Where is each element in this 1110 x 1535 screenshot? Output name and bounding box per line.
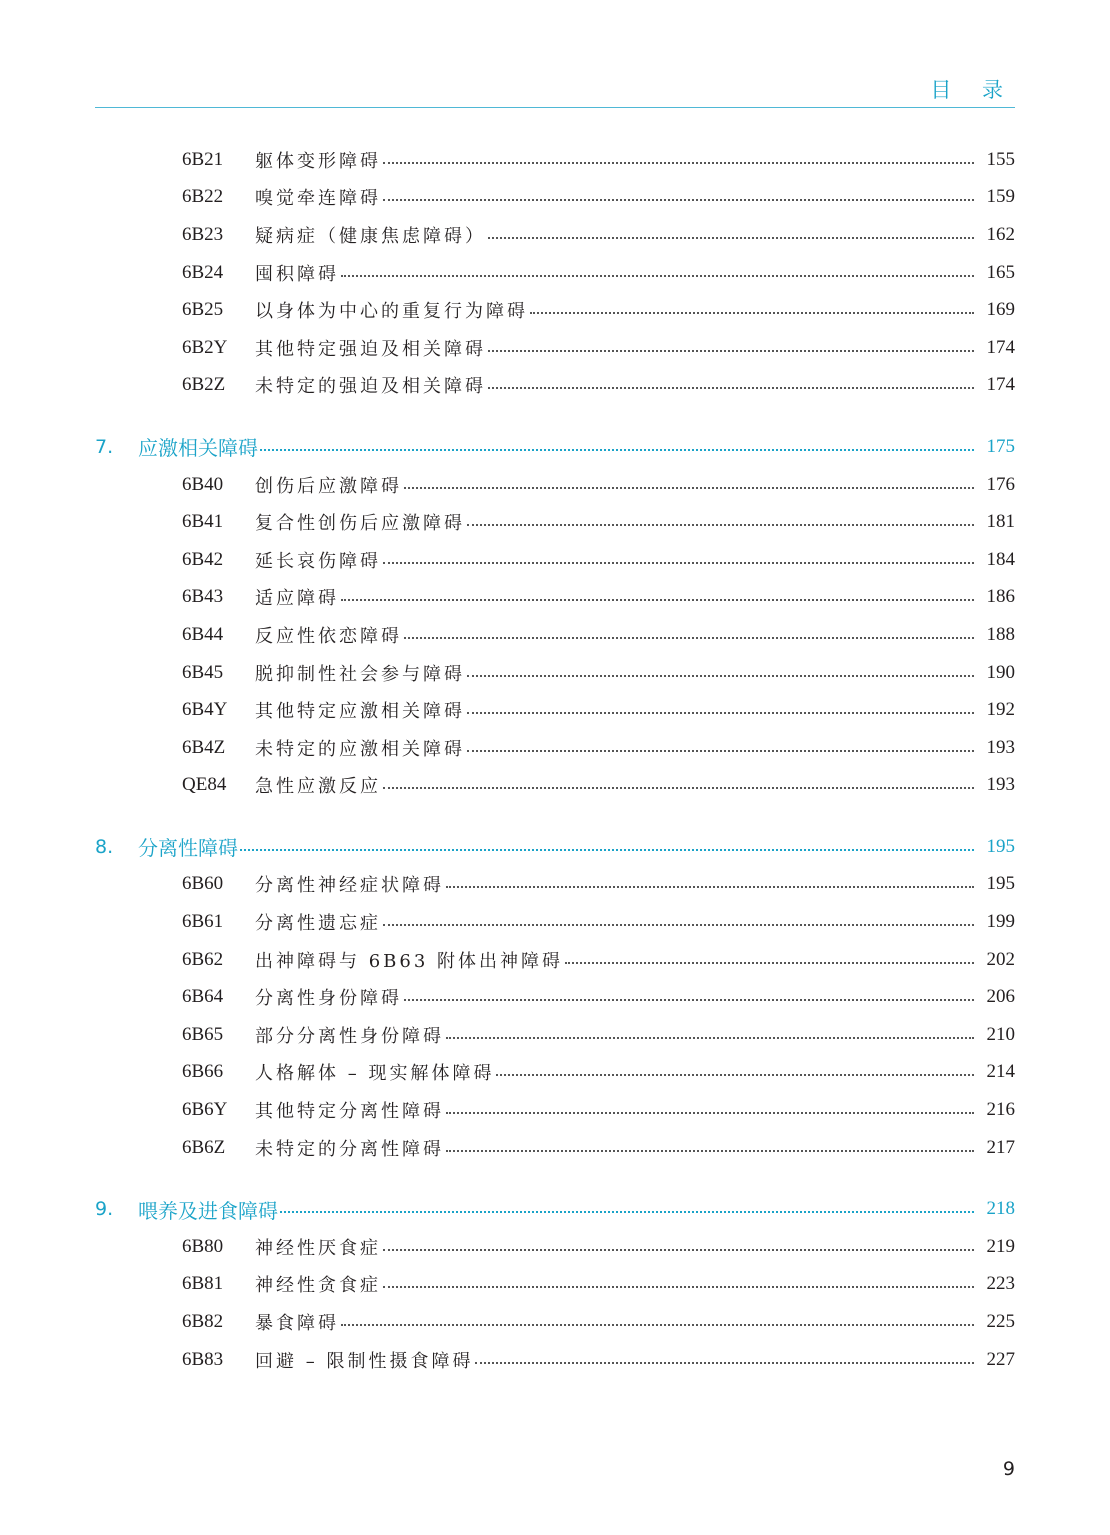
entry-code: 6B6Z — [182, 1136, 226, 1158]
entry-code: 6B40 — [182, 473, 224, 495]
entry-code: 6B80 — [182, 1235, 224, 1257]
entry-page: 202 — [986, 948, 1015, 970]
leader-dots — [404, 637, 974, 639]
header-divider — [95, 107, 1015, 108]
toc-entry[interactable] — [95, 1341, 1015, 1379]
toc-entry[interactable] — [95, 216, 1015, 254]
entry-page: 219 — [986, 1235, 1015, 1257]
entry-page: 165 — [986, 261, 1015, 283]
entry-title: 分离性神经症状障碍 — [255, 875, 444, 897]
entry-page: 176 — [986, 473, 1015, 495]
page-number: 9 — [1002, 1458, 1015, 1480]
entry-code: 6B60 — [182, 873, 224, 895]
entry-title: 其他特定强迫及相关障碍 — [255, 338, 486, 360]
entry-code: 6B2Y — [182, 336, 228, 358]
entry-code: 6B82 — [182, 1311, 224, 1333]
table-of-contents — [95, 141, 1015, 1402]
leader-dots — [446, 1150, 974, 1152]
header-title: 目 录 — [930, 78, 1015, 102]
entry-title: 躯体变形障碍 — [255, 150, 381, 172]
entry-title: 其他特定应激相关障碍 — [255, 701, 465, 723]
toc-entry[interactable] — [95, 1228, 1015, 1266]
entry-title: 分离性遗忘症 — [255, 913, 381, 935]
leader-dots — [383, 162, 974, 164]
entry-title: 以身体为中心的重复行为障碍 — [255, 301, 528, 323]
toc-entry[interactable] — [95, 1266, 1015, 1304]
toc-entry[interactable] — [95, 466, 1015, 504]
leader-dots — [383, 199, 974, 201]
entry-page: 159 — [986, 186, 1015, 208]
entry-page: 192 — [986, 699, 1015, 721]
entry-code: 6B62 — [182, 948, 224, 970]
toc-section — [95, 1190, 1015, 1378]
entry-code: 6B43 — [182, 586, 224, 608]
entry-title: 囤积障碍 — [255, 263, 339, 285]
toc-entry[interactable] — [95, 141, 1015, 179]
entry-code: 6B24 — [182, 261, 224, 283]
toc-entry[interactable] — [95, 1091, 1015, 1129]
leader-dots — [488, 237, 974, 239]
entry-code: 6B23 — [182, 223, 224, 245]
entry-title: 疑病症（健康焦虑障碍） — [255, 225, 486, 247]
entry-code: 6B2Z — [182, 374, 226, 396]
leader-dots — [488, 387, 974, 389]
leader-dots — [404, 999, 974, 1001]
toc-entry[interactable] — [95, 503, 1015, 541]
chapter-heading[interactable] — [95, 428, 1015, 466]
entry-title: 分离性身份障碍 — [255, 988, 402, 1010]
chapter-page: 175 — [986, 435, 1015, 457]
entry-title: 适应障碍 — [255, 588, 339, 610]
entry-title: 神经性贪食症 — [255, 1275, 381, 1297]
entry-page: 206 — [986, 986, 1015, 1008]
toc-section — [95, 428, 1015, 804]
toc-entry[interactable] — [95, 654, 1015, 692]
leader-dots — [467, 524, 974, 526]
entry-code: 6B45 — [182, 661, 224, 683]
toc-entry[interactable] — [95, 541, 1015, 579]
chapter-title: 应激相关障碍 — [138, 436, 258, 461]
toc-entry[interactable] — [95, 1054, 1015, 1092]
chapter-heading[interactable] — [95, 1190, 1015, 1228]
entry-page: 174 — [986, 336, 1015, 358]
entry-page: 184 — [986, 548, 1015, 570]
leader-dots — [565, 962, 974, 964]
entry-page: 193 — [986, 736, 1015, 758]
entry-page: 155 — [986, 148, 1015, 170]
entry-code: 6B41 — [182, 511, 224, 533]
leader-dots — [240, 849, 974, 851]
leader-dots — [475, 1362, 974, 1364]
leader-dots — [383, 924, 974, 926]
toc-section — [95, 141, 1015, 404]
entry-code: 6B4Z — [182, 736, 226, 758]
entry-code: 6B44 — [182, 623, 224, 645]
entry-title: 复合性创伤后应激障碍 — [255, 513, 465, 535]
leader-dots — [530, 312, 974, 314]
entry-title: 嗅觉牵连障碍 — [255, 188, 381, 210]
entry-title: 神经性厌食症 — [255, 1237, 381, 1259]
toc-entry[interactable] — [95, 1129, 1015, 1167]
toc-entry[interactable] — [95, 691, 1015, 729]
entry-page: 188 — [986, 623, 1015, 645]
chapter-number: 7. — [95, 435, 114, 458]
toc-section — [95, 828, 1015, 1166]
entry-title: 其他特定分离性障碍 — [255, 1101, 444, 1123]
entry-title: 部分分离性身份障碍 — [255, 1025, 444, 1047]
entry-title: 回避 – 限制性摄食障碍 — [255, 1350, 474, 1372]
entry-code: 6B4Y — [182, 699, 228, 721]
chapter-page: 195 — [986, 835, 1015, 857]
entry-code: 6B42 — [182, 548, 224, 570]
entry-title: 脱抑制性社会参与障碍 — [255, 663, 465, 685]
leader-dots — [383, 562, 974, 564]
entry-page: 199 — [986, 911, 1015, 933]
entry-page: 216 — [986, 1099, 1015, 1121]
leader-dots — [341, 1324, 974, 1326]
entry-code: 6B6Y — [182, 1099, 228, 1121]
chapter-heading[interactable] — [95, 828, 1015, 866]
entry-page: 225 — [986, 1311, 1015, 1333]
entry-code: 6B83 — [182, 1348, 224, 1370]
leader-dots — [496, 1074, 974, 1076]
toc-entry[interactable] — [95, 329, 1015, 367]
toc-entry[interactable] — [95, 291, 1015, 329]
toc-entry[interactable] — [95, 179, 1015, 217]
entry-code: 6B22 — [182, 186, 224, 208]
toc-entry[interactable] — [95, 1016, 1015, 1054]
entry-code: 6B66 — [182, 1061, 224, 1083]
entry-title: 未特定的分离性障碍 — [255, 1138, 444, 1160]
entry-code: 6B25 — [182, 299, 224, 321]
entry-page: 217 — [986, 1136, 1015, 1158]
entry-title: 未特定的应激相关障碍 — [255, 738, 465, 760]
entry-page: 195 — [986, 873, 1015, 895]
leader-dots — [467, 675, 974, 677]
leader-dots — [446, 886, 974, 888]
toc-entry[interactable] — [95, 767, 1015, 805]
leader-dots — [446, 1037, 974, 1039]
entry-title: 延长哀伤障碍 — [255, 550, 381, 572]
toc-entry[interactable] — [95, 367, 1015, 405]
leader-dots — [467, 712, 974, 714]
entry-page: 162 — [986, 223, 1015, 245]
toc-entry[interactable] — [95, 254, 1015, 292]
chapter-page: 218 — [986, 1198, 1015, 1220]
entry-title: 反应性依恋障碍 — [255, 625, 402, 647]
entry-page: 193 — [986, 774, 1015, 796]
toc-entry[interactable] — [95, 903, 1015, 941]
toc-entry[interactable] — [95, 729, 1015, 767]
leader-dots — [404, 487, 974, 489]
entry-page: 169 — [986, 299, 1015, 321]
entry-title: 出神障碍与 6B63 附体出神障碍 — [255, 950, 564, 972]
entry-page: 190 — [986, 661, 1015, 683]
entry-code: 6B65 — [182, 1023, 224, 1045]
entry-page: 227 — [986, 1348, 1015, 1370]
entry-page: 174 — [986, 374, 1015, 396]
leader-dots — [488, 350, 974, 352]
leader-dots — [383, 787, 974, 789]
leader-dots — [383, 1286, 974, 1288]
entry-code: 6B21 — [182, 148, 224, 170]
chapter-title: 分离性障碍 — [138, 836, 238, 861]
entry-title: 急性应激反应 — [255, 776, 381, 798]
entry-page: 181 — [986, 511, 1015, 533]
leader-dots — [341, 275, 974, 277]
toc-entry[interactable] — [95, 866, 1015, 904]
toc-entry[interactable] — [95, 579, 1015, 617]
entry-code: QE84 — [182, 774, 227, 796]
leader-dots — [341, 599, 974, 601]
entry-code: 6B81 — [182, 1273, 224, 1295]
entry-title: 未特定的强迫及相关障碍 — [255, 376, 486, 398]
entry-title: 创伤后应激障碍 — [255, 475, 402, 497]
chapter-title: 喂养及进食障碍 — [138, 1198, 278, 1223]
entry-code: 6B61 — [182, 911, 224, 933]
entry-code: 6B64 — [182, 986, 224, 1008]
entry-title: 人格解体 – 现实解体障碍 — [255, 1063, 495, 1085]
entry-page: 186 — [986, 586, 1015, 608]
leader-dots — [446, 1112, 974, 1114]
chapter-number: 8. — [95, 835, 114, 858]
toc-entry[interactable] — [95, 978, 1015, 1016]
leader-dots — [260, 449, 974, 451]
entry-title: 暴食障碍 — [255, 1313, 339, 1335]
chapter-number: 9. — [95, 1198, 114, 1221]
entry-page: 223 — [986, 1273, 1015, 1295]
leader-dots — [280, 1211, 974, 1213]
leader-dots — [383, 1249, 974, 1251]
toc-entry[interactable] — [95, 616, 1015, 654]
entry-page: 210 — [986, 1023, 1015, 1045]
toc-entry[interactable] — [95, 1303, 1015, 1341]
entry-page: 214 — [986, 1061, 1015, 1083]
leader-dots — [467, 750, 974, 752]
toc-entry[interactable] — [95, 941, 1015, 979]
